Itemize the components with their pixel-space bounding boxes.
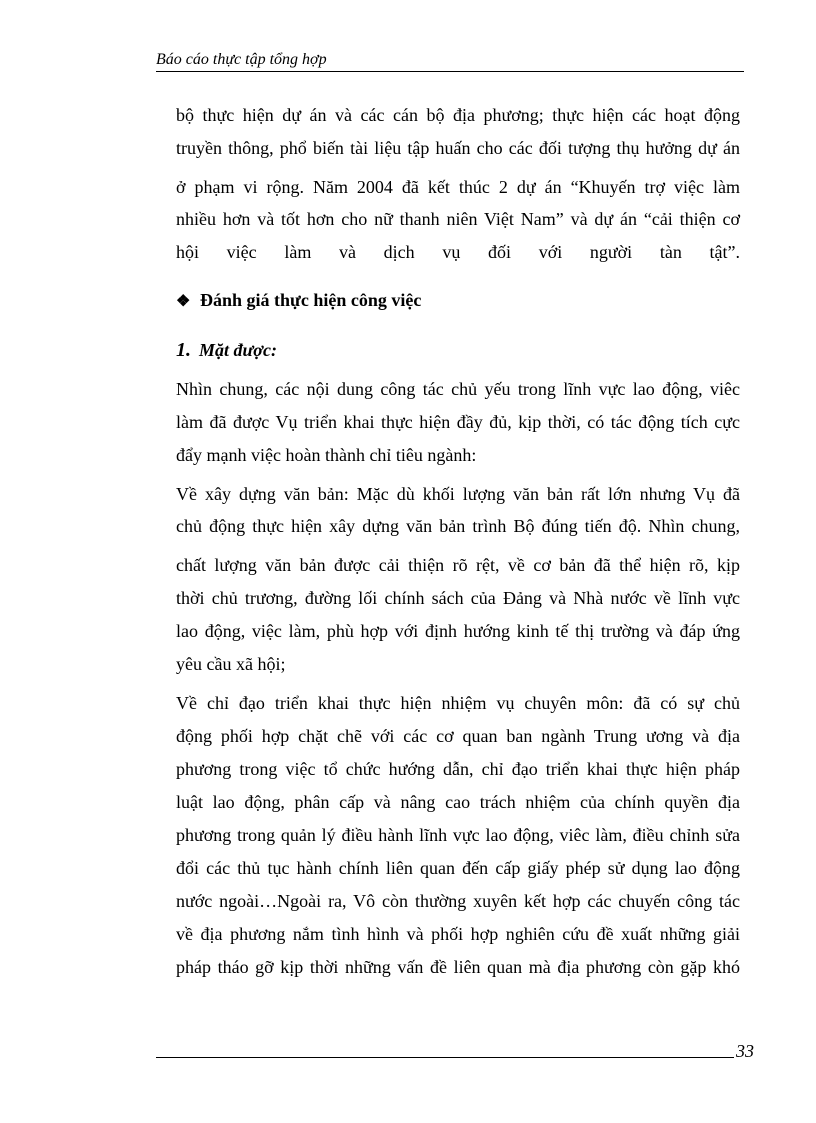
- page-number: 33: [736, 1041, 754, 1061]
- footer-divider: [156, 1057, 734, 1058]
- text-line: bộ thực hiện dự án và các cán bộ địa phương; thực hiện các hoạt động: [176, 105, 740, 125]
- text-line: lao động, việc làm, phù hợp với định hướng kinh tế thị trường và đáp ứng: [176, 621, 740, 641]
- text-line: đẩy mạnh việc hoàn thành chỉ tiêu ngành:: [176, 445, 477, 465]
- text-line: Về chỉ đạo triển khai thực hiện nhiệm vụ chuyên môn: đã có sự chủ: [176, 693, 740, 713]
- text-line: hội việc làm và dịch vụ đối với người tàn tật”.: [176, 242, 740, 262]
- text-line: pháp tháo gỡ kịp thời những vấn đề liên quan mà địa phương còn gặp khó: [176, 957, 740, 977]
- text-line: đổi các thủ tục hành chính liên quan đến cấp giấy phép sử dụng lao động: [176, 858, 740, 878]
- text-line: Về xây dựng văn bản: Mặc dù khối lượng văn bản rất lớn nhưng Vụ đã: [176, 484, 740, 504]
- text-line: yêu cầu xã hội;: [176, 654, 286, 674]
- subsection-heading: [176, 338, 740, 362]
- text-line: động phối hợp chặt chẽ với các cơ quan ban ngành Trung ương và địa: [176, 726, 740, 746]
- header-divider: [156, 71, 744, 72]
- text-line: nước ngoài…Ngoài ra, Vô còn thường xuyên kết hợp các chuyến công tác: [176, 891, 740, 911]
- text-line: chất lượng văn bản được cải thiện rõ rệt, về cơ bản đã thể hiện rõ, kịp: [176, 555, 740, 575]
- text-line: Nhìn chung, các nội dung công tác chủ yếu trong lĩnh vực lao động, viêc: [176, 379, 740, 399]
- header-title: Báo cáo thực tập tổng hợp: [156, 51, 327, 68]
- text-line: về địa phương nắm tình hình và phối hợp nghiên cứu đề xuất những giải: [176, 924, 740, 944]
- text-line: ở phạm vi rộng. Năm 2004 đã kết thúc 2 dự án “Khuyến trợ việc làm: [176, 177, 740, 197]
- subsection-title: Mặt được:: [199, 340, 277, 360]
- diamond-bullet-icon: ❖: [176, 293, 191, 310]
- text-line: chủ động thực hiện xây dựng văn bản trình Bộ đúng tiến độ. Nhìn chung,: [176, 516, 740, 536]
- section-title: Đánh giá thực hiện công việc: [200, 290, 422, 310]
- text-line: nhiều hơn và tốt hơn cho nữ thanh niên Việt Nam” và dự án “cải thiện cơ: [176, 209, 740, 229]
- text-line: thời chủ trương, đường lối chính sách của Đảng và Nhà nước về lĩnh vực: [176, 588, 740, 608]
- section-heading: [176, 288, 740, 314]
- subsection-number: 1.: [176, 339, 191, 361]
- text-line: luật lao động, phân cấp và nâng cao trách nhiệm của chính quyền địa: [176, 792, 740, 812]
- text-line: truyền thông, phổ biến tài liệu tập huấn cho các đối tượng thụ hưởng dự án: [176, 138, 740, 158]
- text-line: làm đã được Vụ triển khai thực hiện đầy đủ, kịp thời, có tác động tích cực: [176, 412, 740, 432]
- text-line: phương trong quản lý điều hành lĩnh vực lao động, viêc làm, điều chỉnh sửa: [176, 825, 740, 845]
- text-line: phương trong việc tổ chức hướng dẫn, chỉ đạo triển khai thực hiện pháp: [176, 759, 740, 779]
